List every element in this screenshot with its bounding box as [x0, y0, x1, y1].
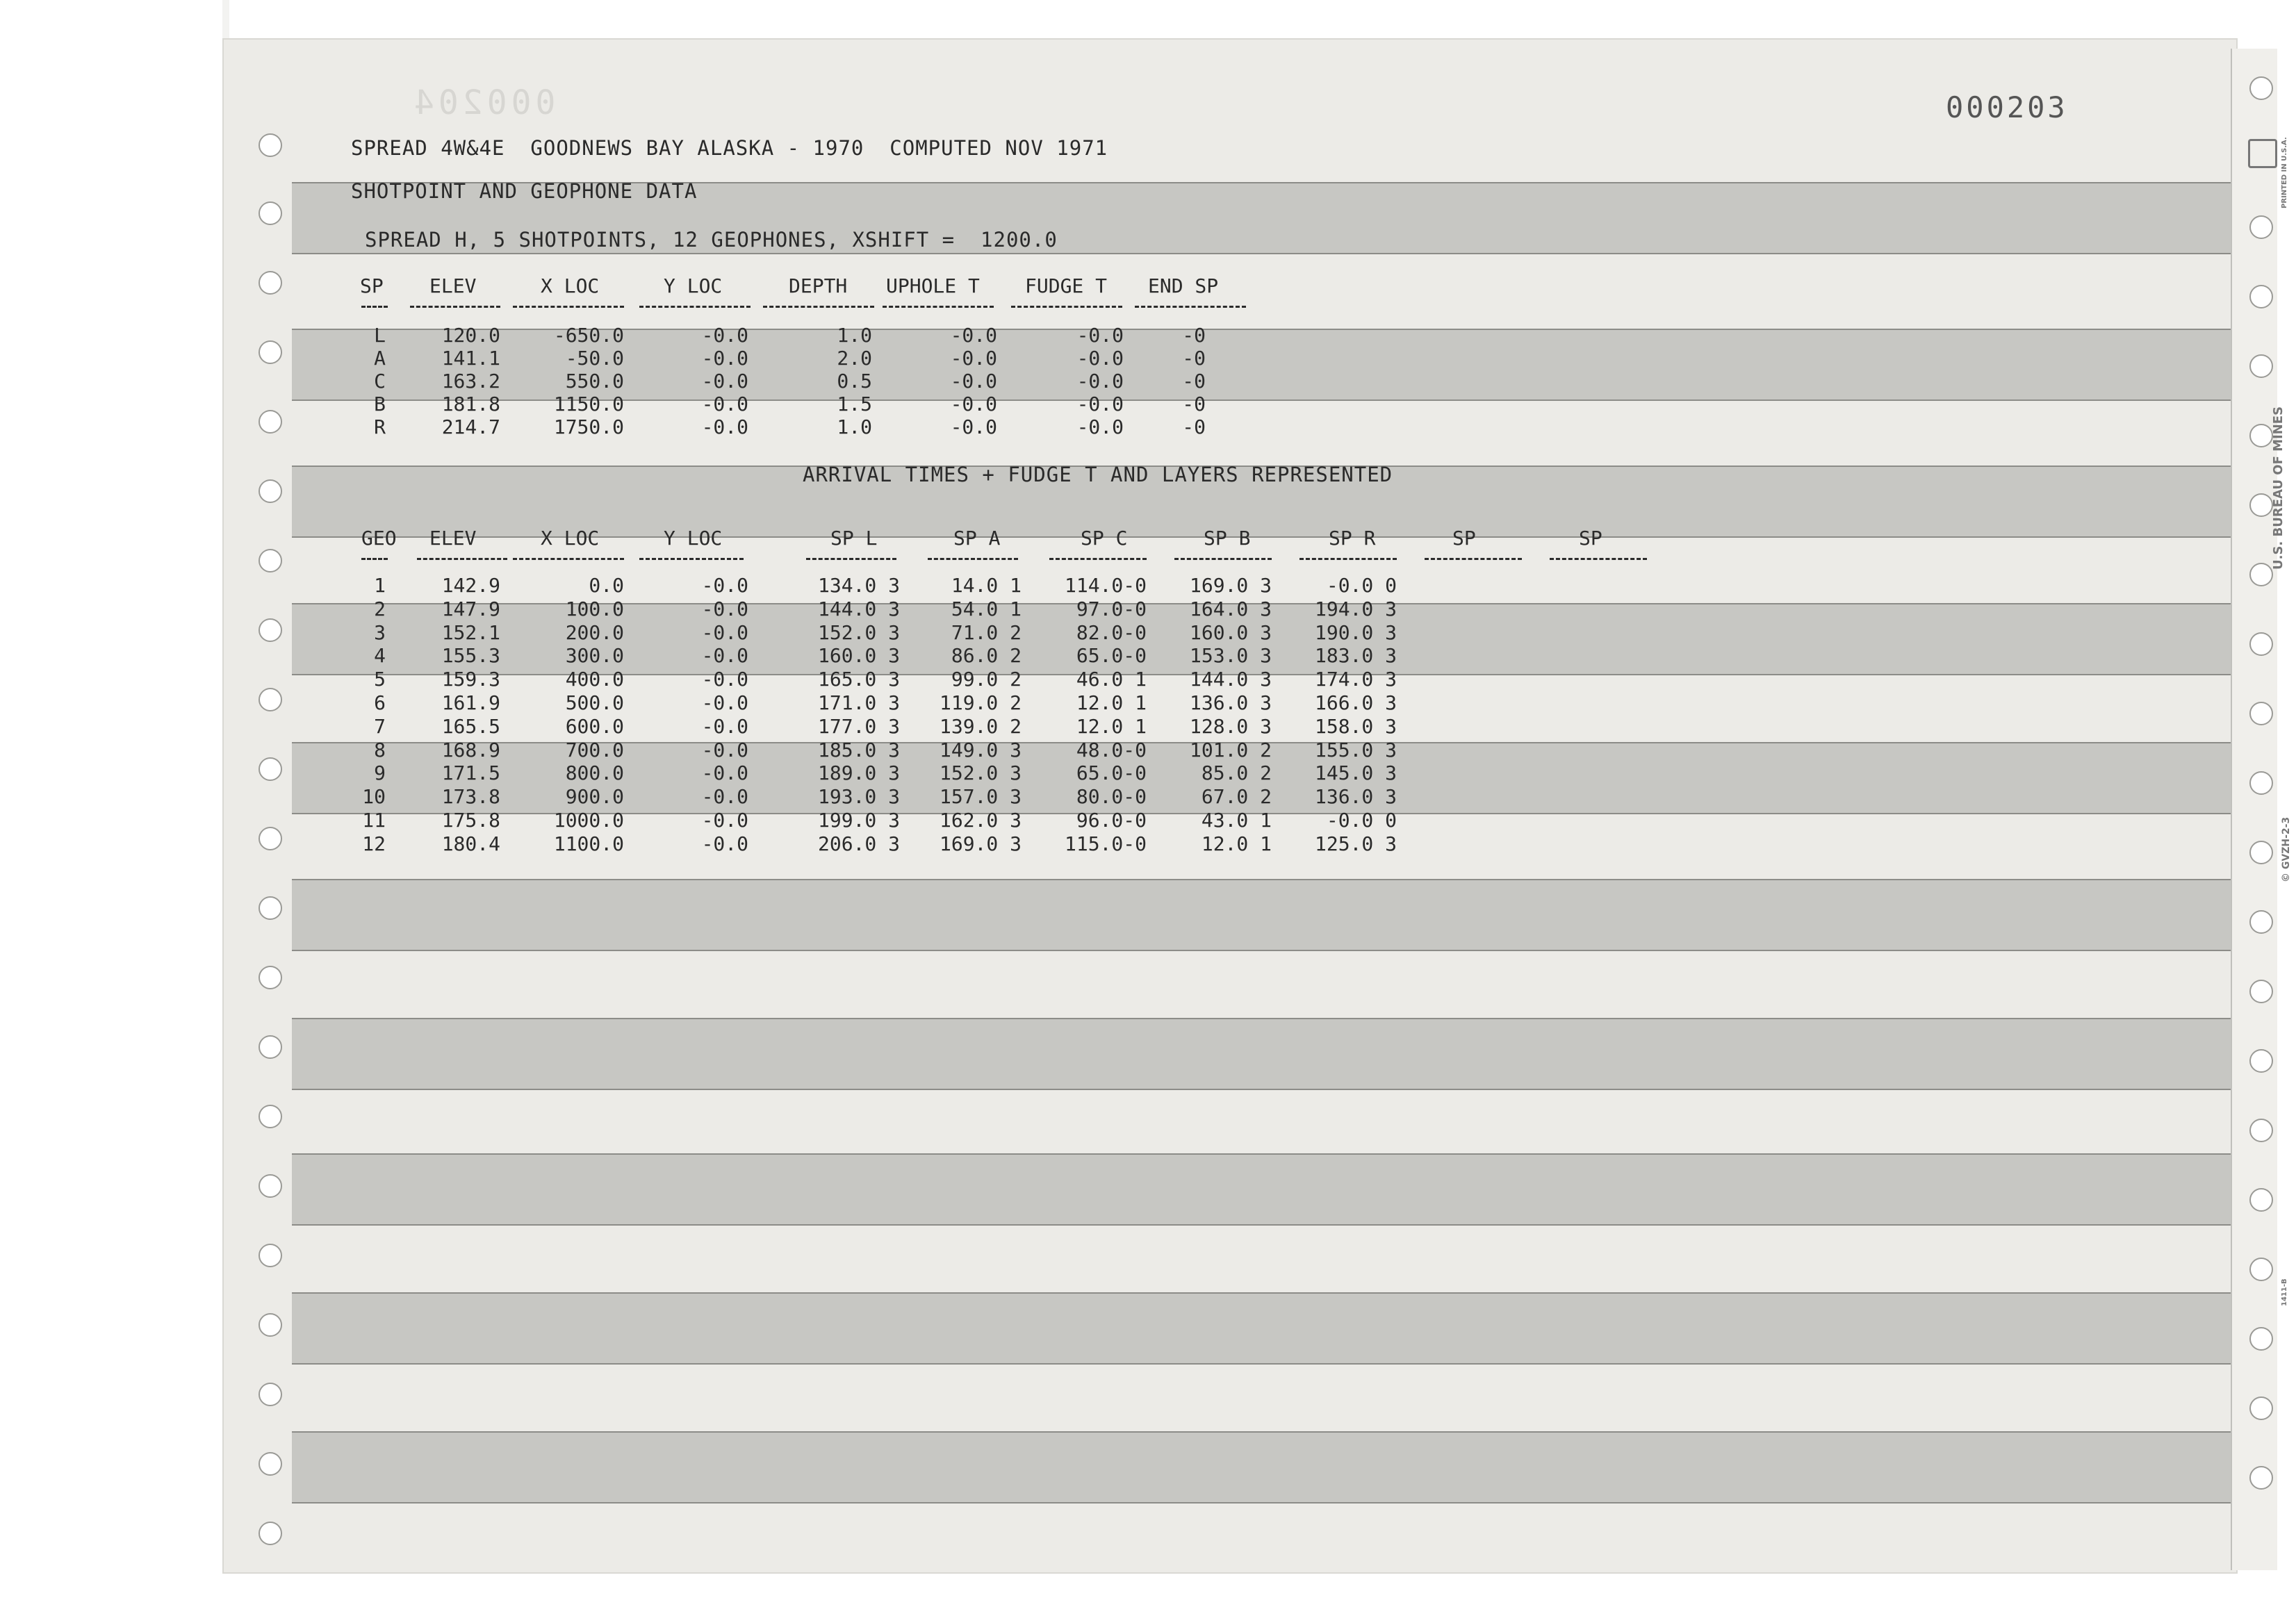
column-header: ELEV [429, 527, 477, 550]
header-underline [410, 306, 500, 310]
header-underline [928, 558, 1018, 562]
table-cell: -0.0 [701, 574, 748, 597]
table-cell: 152.1 [441, 621, 500, 644]
column-header: SP [1452, 527, 1476, 550]
header-underline [417, 558, 507, 562]
table-cell: 128.0 3 [1189, 715, 1272, 738]
feed-hole [2249, 1466, 2273, 1490]
header-underline [1425, 558, 1522, 562]
header-underline [763, 306, 874, 310]
feed-hole [2249, 1327, 2273, 1351]
table-cell: 48.0-0 [1076, 739, 1147, 761]
feed-hole [2249, 910, 2273, 934]
feed-hole [259, 896, 282, 920]
table-cell: 149.0 3 [939, 739, 1022, 761]
table-cell: 600.0 [565, 715, 624, 738]
table-cell: -0.0 [701, 691, 748, 714]
feed-hole [2249, 285, 2273, 308]
title-line: SPREAD 4W&4E GOODNEWS BAY ALASKA - 1970 COMPUTED NOV 1971 [351, 136, 1108, 160]
table-cell: 12.0 1 [1076, 715, 1147, 738]
greenbar-band [292, 1153, 2231, 1226]
table-cell: 700.0 [565, 739, 624, 761]
table-cell: 115.0-0 [1064, 832, 1147, 855]
header-underline [1135, 306, 1246, 310]
column-header: SP [360, 274, 384, 297]
feed-hole [2249, 1258, 2273, 1281]
table-cell: 1750.0 [553, 415, 624, 438]
table-cell: 800.0 [565, 761, 624, 784]
table-cell: 3 [374, 621, 386, 644]
feed-hole [2249, 354, 2273, 378]
table-cell: -0.0 [950, 347, 997, 370]
table-cell: -0.0 [701, 715, 748, 738]
table-cell: -0.0 [701, 324, 748, 347]
feed-hole [2249, 1397, 2273, 1420]
greenbar-band [292, 1018, 2231, 1090]
feed-hole [2249, 76, 2273, 100]
feed-hole [259, 1383, 282, 1406]
table-cell: -0.0 [701, 761, 748, 784]
header-underline [1011, 306, 1122, 310]
column-header: DEPTH [789, 274, 848, 297]
table-cell: -0.0 [701, 668, 748, 691]
table-cell: 500.0 [565, 691, 624, 714]
column-header: SP C [1081, 527, 1128, 550]
table-cell: 194.0 3 [1314, 598, 1397, 620]
table-cell: 8 [374, 739, 386, 761]
section-title-shotpoint: SHOTPOINT AND GEOPHONE DATA [351, 179, 698, 203]
table-cell: 1150.0 [553, 393, 624, 415]
header-underline [883, 306, 994, 310]
header-underline [361, 306, 388, 310]
table-cell: -0 [1182, 324, 1206, 347]
column-header: UPHOLE T [886, 274, 980, 297]
table-cell: -0.0 [701, 644, 748, 667]
column-header: X LOC [541, 274, 600, 297]
table-cell: 54.0 1 [951, 598, 1022, 620]
table-cell: -0.0 [701, 832, 748, 855]
feed-hole [2249, 424, 2273, 447]
table-cell: 141.1 [441, 347, 500, 370]
header-underline [639, 306, 751, 310]
table-cell: -0.0 0 [1326, 574, 1397, 597]
feed-hole [259, 966, 282, 989]
feed-hole [259, 1452, 282, 1476]
table-cell: 97.0-0 [1076, 598, 1147, 620]
table-cell: 71.0 2 [951, 621, 1022, 644]
greenbar-band [292, 879, 2231, 951]
greenbar-band [292, 1431, 2231, 1503]
table-cell: 147.9 [441, 598, 500, 620]
table-cell: 136.0 3 [1314, 785, 1397, 808]
table-cell: 12.0 1 [1201, 832, 1272, 855]
table-cell: 157.0 3 [939, 785, 1022, 808]
table-cell: 82.0-0 [1076, 621, 1147, 644]
table-cell: 145.0 3 [1314, 761, 1397, 784]
table-cell: 101.0 2 [1189, 739, 1272, 761]
table-cell: 550.0 [565, 370, 624, 393]
table-cell: -0.0 [701, 370, 748, 393]
table-cell: 100.0 [565, 598, 624, 620]
table-cell: 168.9 [441, 739, 500, 761]
table-cell: 189.0 3 [817, 761, 900, 784]
table-cell: 174.0 3 [1314, 668, 1397, 691]
header-underline [1550, 558, 1647, 562]
table-cell: 0.5 [837, 370, 872, 393]
ghost-number: 000204 [410, 83, 556, 122]
table-cell: C [374, 370, 386, 393]
table-cell: 6 [374, 691, 386, 714]
table-cell: -0.0 [701, 621, 748, 644]
table-cell: 1100.0 [553, 832, 624, 855]
table-cell: 155.0 3 [1314, 739, 1397, 761]
column-header: ELEV [429, 274, 477, 297]
table-cell: 169.0 3 [939, 832, 1022, 855]
table-cell: 119.0 2 [939, 691, 1022, 714]
table-cell: -0 [1182, 415, 1206, 438]
table-cell: A [374, 347, 386, 370]
feed-hole [2249, 493, 2273, 517]
column-header: Y LOC [664, 527, 723, 550]
table-cell: 4 [374, 644, 386, 667]
table-cell: 1000.0 [553, 809, 624, 832]
table-cell: -0.0 [701, 415, 748, 438]
table-cell: 114.0-0 [1064, 574, 1147, 597]
feed-hole [2249, 841, 2273, 864]
table-cell: -0 [1182, 347, 1206, 370]
table-cell: -0.0 [950, 370, 997, 393]
side-printed-label: PRINTED IN U.S.A. [2281, 137, 2288, 208]
table-cell: 171.5 [441, 761, 500, 784]
table-cell: 175.8 [441, 809, 500, 832]
feed-hole [2249, 1188, 2273, 1212]
table-cell: 1.5 [837, 393, 872, 415]
table-cell: 85.0 2 [1201, 761, 1272, 784]
table-cell: 163.2 [441, 370, 500, 393]
table-cell: -0.0 [950, 393, 997, 415]
feed-hole [259, 1313, 282, 1337]
table-cell: 166.0 3 [1314, 691, 1397, 714]
table-cell: 2 [374, 598, 386, 620]
table-cell: 900.0 [565, 785, 624, 808]
document-number: 000203 [1946, 90, 2068, 124]
table-cell: 193.0 3 [817, 785, 900, 808]
table-cell: 206.0 3 [817, 832, 900, 855]
feed-hole [259, 1035, 282, 1059]
header-underline [1049, 558, 1147, 562]
table-cell: 10 [362, 785, 386, 808]
side-code: 1411-B [2281, 1278, 2288, 1306]
table-cell: 153.0 3 [1189, 644, 1272, 667]
table-cell: L [374, 324, 386, 347]
table-cell: 14.0 1 [951, 574, 1022, 597]
table-cell: -0.0 [701, 809, 748, 832]
feed-hole [2249, 215, 2273, 239]
column-header: END SP [1148, 274, 1219, 297]
table-cell: 46.0 1 [1076, 668, 1147, 691]
table-cell: 155.3 [441, 644, 500, 667]
table-cell: -0.0 [701, 393, 748, 415]
header-underline [361, 558, 388, 562]
table-cell: -0.0 [1076, 324, 1124, 347]
table-cell: 177.0 3 [817, 715, 900, 738]
table-cell: 120.0 [441, 324, 500, 347]
feed-hole [259, 1522, 282, 1545]
table-cell: 190.0 3 [1314, 621, 1397, 644]
column-header: SP A [953, 527, 1001, 550]
table-cell: 12 [362, 832, 386, 855]
table-cell: 144.0 3 [817, 598, 900, 620]
table-cell: 139.0 2 [939, 715, 1022, 738]
table-cell: 159.3 [441, 668, 500, 691]
table-cell: 161.9 [441, 691, 500, 714]
table-cell: 67.0 2 [1201, 785, 1272, 808]
feed-hole [2249, 1049, 2273, 1073]
table-cell: -650.0 [553, 324, 624, 347]
feed-hole [2249, 563, 2273, 586]
table-cell: 65.0-0 [1076, 644, 1147, 667]
table-cell: -50.0 [565, 347, 624, 370]
feed-hole [2249, 980, 2273, 1003]
table-cell: 11 [362, 809, 386, 832]
table-cell: 5 [374, 668, 386, 691]
header-underline [513, 306, 624, 310]
table-cell: 1.0 [837, 415, 872, 438]
table-cell: 86.0 2 [951, 644, 1022, 667]
table-cell: 300.0 [565, 644, 624, 667]
table-cell: 65.0-0 [1076, 761, 1147, 784]
table-cell: -0.0 [701, 739, 748, 761]
table-cell: 199.0 3 [817, 809, 900, 832]
table-cell: -0 [1182, 393, 1206, 415]
table-cell: 142.9 [441, 574, 500, 597]
table-cell: -0.0 [1076, 393, 1124, 415]
spread-line: SPREAD H, 5 SHOTPOINTS, 12 GEOPHONES, XSHIFT = 1200.0 [365, 228, 1058, 252]
printer-logo [2248, 139, 2277, 168]
column-header: FUDGE T [1025, 274, 1108, 297]
table-cell: 181.8 [441, 393, 500, 415]
table-cell: 169.0 3 [1189, 574, 1272, 597]
table-cell: 99.0 2 [951, 668, 1022, 691]
feed-hole [259, 1105, 282, 1128]
feed-hole [259, 201, 282, 225]
table-cell: B [374, 393, 386, 415]
table-cell: -0.0 [1076, 370, 1124, 393]
side-label: U.S. BUREAU OF MINES [2271, 406, 2286, 570]
table-cell: 7 [374, 715, 386, 738]
feed-hole [259, 479, 282, 503]
table-cell: -0.0 0 [1326, 809, 1397, 832]
table-cell: 43.0 1 [1201, 809, 1272, 832]
table-cell: -0.0 [1076, 347, 1124, 370]
table-cell: -0.0 [701, 347, 748, 370]
table-cell: 134.0 3 [817, 574, 900, 597]
table-cell: -0.0 [950, 415, 997, 438]
header-underline [513, 558, 624, 562]
table-cell: 162.0 3 [939, 809, 1022, 832]
table-cell: 136.0 3 [1189, 691, 1272, 714]
header-underline [1299, 558, 1397, 562]
feed-hole [259, 271, 282, 295]
feed-hole [2249, 771, 2273, 795]
table-cell: 160.0 3 [817, 644, 900, 667]
table-cell: 183.0 3 [1314, 644, 1397, 667]
feed-hole [259, 1174, 282, 1198]
table-cell: 96.0-0 [1076, 809, 1147, 832]
feed-hole [259, 549, 282, 572]
table-cell: 12.0 1 [1076, 691, 1147, 714]
table-cell: 0.0 [589, 574, 624, 597]
table-cell: -0.0 [950, 324, 997, 347]
table-cell: 214.7 [441, 415, 500, 438]
column-header: X LOC [541, 527, 600, 550]
table-cell: 171.0 3 [817, 691, 900, 714]
feed-hole [2249, 702, 2273, 725]
section-title-arrival: ARRIVAL TIMES + FUDGE T AND LAYERS REPRESENTED [803, 463, 1393, 486]
table-cell: 200.0 [565, 621, 624, 644]
greenbar-band [292, 1292, 2231, 1365]
feed-hole [259, 1244, 282, 1267]
table-cell: 1 [374, 574, 386, 597]
table-cell: 9 [374, 761, 386, 784]
table-cell: 173.8 [441, 785, 500, 808]
table-cell: 165.0 3 [817, 668, 900, 691]
table-cell: 80.0-0 [1076, 785, 1147, 808]
table-cell: 400.0 [565, 668, 624, 691]
table-cell: -0.0 [701, 785, 748, 808]
table-cell: 185.0 3 [817, 739, 900, 761]
table-cell: 1.0 [837, 324, 872, 347]
column-header: SP L [830, 527, 878, 550]
header-underline [806, 558, 896, 562]
table-cell: 144.0 3 [1189, 668, 1272, 691]
column-header: SP B [1204, 527, 1251, 550]
column-header: SP R [1329, 527, 1376, 550]
column-header: GEO [361, 527, 397, 550]
feed-hole [2249, 632, 2273, 656]
table-cell: 152.0 3 [939, 761, 1022, 784]
table-cell: 152.0 3 [817, 621, 900, 644]
bottom-margin [222, 1574, 2238, 1623]
column-header: Y LOC [664, 274, 723, 297]
table-cell: 165.5 [441, 715, 500, 738]
feed-hole [259, 133, 282, 157]
column-header: SP [1579, 527, 1602, 550]
table-cell: -0.0 [701, 598, 748, 620]
table-cell: -0 [1182, 370, 1206, 393]
table-cell: 160.0 3 [1189, 621, 1272, 644]
table-cell: 125.0 3 [1314, 832, 1397, 855]
header-underline [1174, 558, 1272, 562]
table-cell: -0.0 [1076, 415, 1124, 438]
table-cell: 158.0 3 [1314, 715, 1397, 738]
table-cell: 164.0 3 [1189, 598, 1272, 620]
table-cell: 180.4 [441, 832, 500, 855]
header-underline [639, 558, 744, 562]
feed-hole [2249, 1119, 2273, 1142]
table-cell: 2.0 [837, 347, 872, 370]
table-cell: R [374, 415, 386, 438]
side-form-number: © GVZH-2-3 [2281, 816, 2292, 882]
